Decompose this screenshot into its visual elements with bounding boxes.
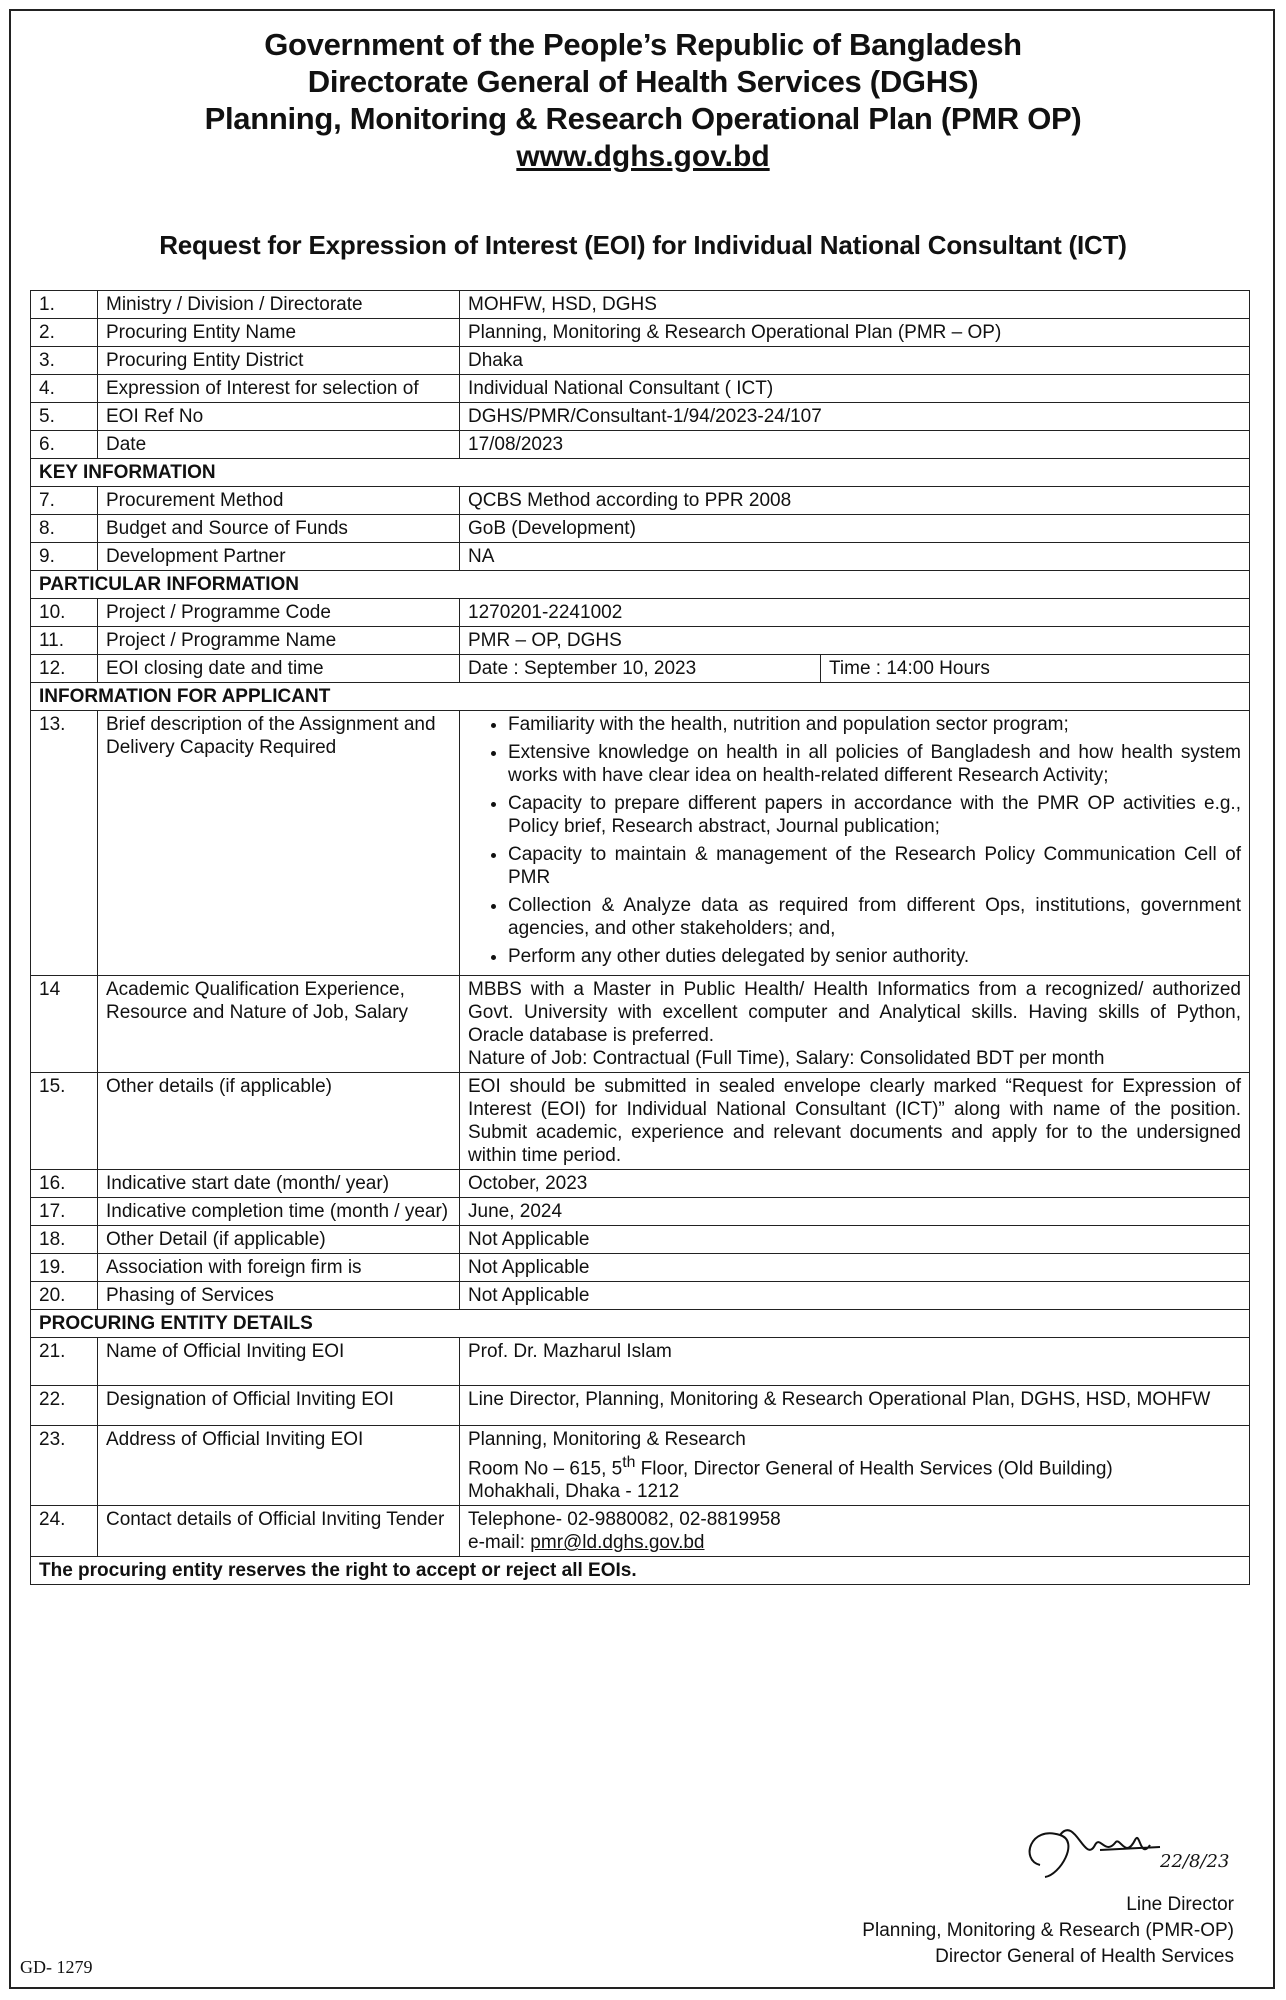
footer-row — [31, 1557, 1250, 1585]
table-row — [31, 655, 1250, 683]
row-number: 16. — [31, 1170, 98, 1198]
row-number: 18. — [31, 1226, 98, 1254]
table-row — [31, 291, 1250, 319]
row-label: Contact details of Official Inviting Tender — [98, 1506, 460, 1557]
row-label: Ministry / Division / Directorate — [98, 291, 460, 319]
row-label: Designation of Official Inviting EOI — [98, 1386, 460, 1426]
table-row — [31, 403, 1250, 431]
row-value: June, 2024 — [460, 1198, 1250, 1226]
section-key-information: KEY INFORMATION — [31, 459, 1250, 487]
row-value: PMR – OP, DGHS — [460, 627, 1250, 655]
row-label: Other Detail (if applicable) — [98, 1226, 460, 1254]
row-value: GoB (Development) — [460, 515, 1250, 543]
list-item: • Familiarity with the health, nutrition and population sector program; — [508, 713, 1241, 736]
telephone-text: Telephone- 02-9880082, 02-8819958 — [468, 1509, 781, 1531]
row-number: 17. — [31, 1198, 98, 1226]
header-operational-plan: Planning, Monitoring & Research Operational Plan (PMR OP) — [204, 101, 1082, 136]
row-label: Address of Official Inviting EOI — [98, 1426, 460, 1506]
row-number: 2. — [31, 319, 98, 347]
table-row — [31, 1506, 1250, 1557]
section-particular-information: PARTICULAR INFORMATION — [31, 571, 1250, 599]
row-number: 19. — [31, 1254, 98, 1282]
row-label: Name of Official Inviting EOI — [98, 1338, 460, 1386]
row-number: 8. — [31, 515, 98, 543]
list-item: • Collection & Analyze data as required from different Ops, institutions, government agencies, and other stakeholders; and, — [508, 894, 1241, 940]
section-row — [31, 459, 1250, 487]
row-value — [460, 1506, 1250, 1557]
row-number: 22. — [31, 1386, 98, 1426]
address-line: Planning, Monitoring & Research — [468, 1429, 746, 1450]
handwritten-signature — [1000, 1805, 1240, 1895]
row-label: Procuring Entity Name — [98, 319, 460, 347]
qualification-text: MBBS with a Master in Public Health/ Health Informatics from a recognized/ authorized Govt. University with excellent computer and Analytical skills. Having skills of Python, Oracle database is preferred. — [468, 979, 1241, 1046]
row-value: Not Applicable — [460, 1282, 1250, 1310]
row-value: MOHFW, HSD, DGHS — [460, 291, 1250, 319]
row-label: Procurement Method — [98, 487, 460, 515]
signature-stroke — [1030, 1830, 1160, 1877]
row-value: 17/08/2023 — [460, 431, 1250, 459]
row-value: Individual National Consultant ( ICT) — [460, 375, 1250, 403]
email-line: e-mail: pmr@ld.dghs.gov.bd — [468, 1532, 705, 1554]
row-number: 21. — [31, 1338, 98, 1386]
row-value: 1270201-2241002 — [460, 599, 1250, 627]
table-row — [31, 319, 1250, 347]
row-label: Indicative start date (month/ year) — [98, 1170, 460, 1198]
row-value: Not Applicable — [460, 1254, 1250, 1282]
row-label: Procuring Entity District — [98, 347, 460, 375]
row-label: EOI Ref No — [98, 403, 460, 431]
row-label: Other details (if applicable) — [98, 1073, 460, 1170]
row-label: Expression of Interest for selection of — [98, 375, 460, 403]
row-number: 12. — [31, 655, 98, 683]
page-title: Request for Expression of Interest (EOI) for Individual National Consultant (ICT) — [159, 230, 1127, 260]
eoi-table — [30, 290, 1250, 1585]
table-row — [31, 711, 1250, 976]
row-label: Date — [98, 431, 460, 459]
row-number: 14 — [31, 976, 98, 1073]
list-item: • Capacity to maintain & management of the Research Policy Communication Cell of PMR — [508, 843, 1241, 889]
row-number: 9. — [31, 543, 98, 571]
table-row — [31, 627, 1250, 655]
row-value: EOI should be submitted in sealed envelope clearly marked “Request for Expression of Interest (EOI) for Individual National Consultant (ICT)” along with name of the position. Submit academic, experience and relevant documents and apply for to the undersigned within time period. — [460, 1073, 1250, 1170]
table-row — [31, 1338, 1250, 1386]
row-label: Academic Qualification Experience, Resource and Nature of Job, Salary — [98, 976, 460, 1073]
section-row — [31, 1310, 1250, 1338]
row-value: QCBS Method according to PPR 2008 — [460, 487, 1250, 515]
row-number: 24. — [31, 1506, 98, 1557]
row-value: DGHS/PMR/Consultant-1/94/2023-24/107 — [460, 403, 1250, 431]
row-label: Brief description of the Assignment and Delivery Capacity Required — [98, 711, 460, 976]
document-code: GD- 1279 — [20, 1957, 93, 1977]
letterhead — [0, 26, 1286, 177]
closing-time: Time : 14:00 Hours — [829, 658, 990, 679]
table-row — [31, 976, 1250, 1073]
footer-note: The procuring entity reserves the right to accept or reject all EOIs. — [31, 1557, 1250, 1585]
section-procuring-entity-details: PROCURING ENTITY DETAILS — [31, 1310, 1250, 1338]
address-line: Room No – 615, 5th Floor, Director General of Health Services (Old Building) — [468, 1454, 1113, 1480]
row-value — [460, 655, 1250, 683]
row-value — [460, 711, 1250, 976]
closing-date: Date : September 10, 2023 — [460, 655, 821, 682]
table-row — [31, 1198, 1250, 1226]
row-value — [460, 976, 1250, 1073]
row-value: Not Applicable — [460, 1226, 1250, 1254]
row-value: Prof. Dr. Mazharul Islam — [460, 1338, 1250, 1386]
row-value: October, 2023 — [460, 1170, 1250, 1198]
row-number: 13. — [31, 711, 98, 976]
row-number: 4. — [31, 375, 98, 403]
header-government: Government of the People’s Republic of Bangladesh — [264, 27, 1022, 62]
signatory-title: Line Director — [1126, 1894, 1234, 1915]
table-row — [31, 431, 1250, 459]
list-item: • Extensive knowledge on health in all policies of Bangladesh and how health system works with have clear idea on health-related different Research Activity; — [508, 741, 1241, 787]
signatory-block — [862, 1892, 1234, 1970]
table-row — [31, 599, 1250, 627]
row-number: 5. — [31, 403, 98, 431]
row-label: Phasing of Services — [98, 1282, 460, 1310]
section-information-for-applicant: INFORMATION FOR APPLICANT — [31, 683, 1250, 711]
list-item: • Capacity to prepare different papers in accordance with the PMR OP activities e.g., Policy brief, Research abstract, Journal publication; — [508, 792, 1241, 838]
table-row — [31, 515, 1250, 543]
row-number: 6. — [31, 431, 98, 459]
address-line: Mohakhali, Dhaka - 1212 — [468, 1481, 680, 1503]
row-number: 23. — [31, 1426, 98, 1506]
row-value: NA — [460, 543, 1250, 571]
row-label: Association with foreign firm is — [98, 1254, 460, 1282]
table-row — [31, 1254, 1250, 1282]
row-number: 11. — [31, 627, 98, 655]
row-label: EOI closing date and time — [98, 655, 460, 683]
row-label: Indicative completion time (month / year) — [98, 1198, 460, 1226]
row-label: Project / Programme Code — [98, 599, 460, 627]
table-row — [31, 487, 1250, 515]
table-row — [31, 1170, 1250, 1198]
row-number: 20. — [31, 1282, 98, 1310]
job-nature-text: Nature of Job: Contractual (Full Time), Salary: Consolidated BDT per month — [468, 1048, 1105, 1069]
row-label: Development Partner — [98, 543, 460, 571]
table-row — [31, 1386, 1250, 1426]
list-item: • Perform any other duties delegated by senior authority. — [508, 945, 1241, 968]
signature-date: 22/8/23 — [1160, 1851, 1230, 1872]
row-label: Project / Programme Name — [98, 627, 460, 655]
row-value — [460, 1426, 1250, 1506]
row-number: 1. — [31, 291, 98, 319]
table-row — [31, 347, 1250, 375]
row-number: 7. — [31, 487, 98, 515]
table-row — [31, 375, 1250, 403]
header-website: www.dghs.gov.bd — [516, 140, 770, 173]
header-directorate: Directorate General of Health Services (DGHS) — [307, 64, 979, 99]
table-row — [31, 1282, 1250, 1310]
table-row — [31, 543, 1250, 571]
row-number: 15. — [31, 1073, 98, 1170]
signatory-directorate: Director General of Health Services — [935, 1946, 1234, 1967]
row-number: 3. — [31, 347, 98, 375]
section-row — [31, 571, 1250, 599]
email-link[interactable]: pmr@ld.dghs.gov.bd — [530, 1532, 705, 1554]
signatory-office: Planning, Monitoring & Research (PMR-OP) — [862, 1920, 1234, 1941]
row-label: Budget and Source of Funds — [98, 515, 460, 543]
section-row — [31, 683, 1250, 711]
table-row — [31, 1073, 1250, 1170]
assignment-bullet-list — [468, 713, 1241, 968]
row-value: Planning, Monitoring & Research Operational Plan (PMR – OP) — [460, 319, 1250, 347]
table-row — [31, 1426, 1250, 1506]
table-row — [31, 1226, 1250, 1254]
row-value: Line Director, Planning, Monitoring & Research Operational Plan, DGHS, HSD, MOHFW — [460, 1386, 1250, 1426]
row-number: 10. — [31, 599, 98, 627]
row-value: Dhaka — [460, 347, 1250, 375]
